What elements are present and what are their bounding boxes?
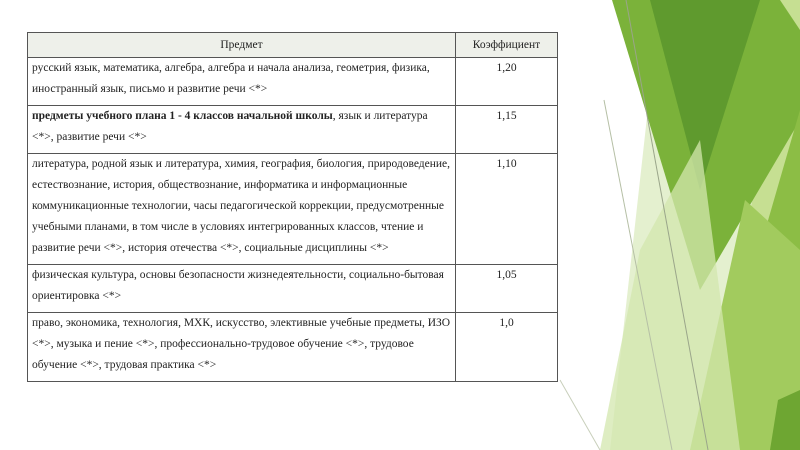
row-coefficient: 1,05 bbox=[456, 265, 558, 313]
row-subject: физическая культура, основы безопасности жизнедеятельности, социально-бытовая ориентировка <*> bbox=[28, 265, 456, 313]
table-row bbox=[28, 106, 558, 154]
header-coefficient: Коэффициент bbox=[456, 33, 558, 58]
table-row bbox=[28, 154, 558, 265]
coefficient-table bbox=[27, 32, 558, 382]
row-coefficient: 1,15 bbox=[456, 106, 558, 154]
row-coefficient: 1,0 bbox=[456, 313, 558, 382]
table-header-row bbox=[28, 33, 558, 58]
row-coefficient: 1,20 bbox=[456, 58, 558, 106]
row-subject: право, экономика, технология, МХК, искусство, элективные учебные предметы, ИЗО <*>, музыка и пение <*>, профессионально-трудовое обучение <*>, трудовое обучение <*>, трудовая практика <*> bbox=[28, 313, 456, 382]
row-subject: литература, родной язык и литература, химия, география, биология, природоведение, естествознание, история, обществознание, информатика и информационные коммуникационные технологии, часы педагогической коррекции, предусмотренные учебными планами, в том числе в условиях интегрированных классов, чтение и развитие речи <*>, история отечества <*>, социальные дисциплины <*> bbox=[28, 154, 456, 265]
table-row bbox=[28, 313, 558, 382]
deco-line-3 bbox=[560, 380, 600, 450]
header-subject: Предмет bbox=[28, 33, 456, 58]
row-subject-bold: предметы учебного плана 1 - 4 классов начальной школы bbox=[32, 110, 333, 122]
row-subject-rest: , язык и литература <*>, развитие речи <*> bbox=[32, 110, 428, 143]
row-subject bbox=[28, 106, 456, 154]
row-coefficient: 1,10 bbox=[456, 154, 558, 265]
table-row bbox=[28, 265, 558, 313]
table-row bbox=[28, 58, 558, 106]
row-subject: русский язык, математика, алгебра, алгебра и начала анализа, геометрия, физика, иностранный язык, письмо и развитие речи <*> bbox=[28, 58, 456, 106]
